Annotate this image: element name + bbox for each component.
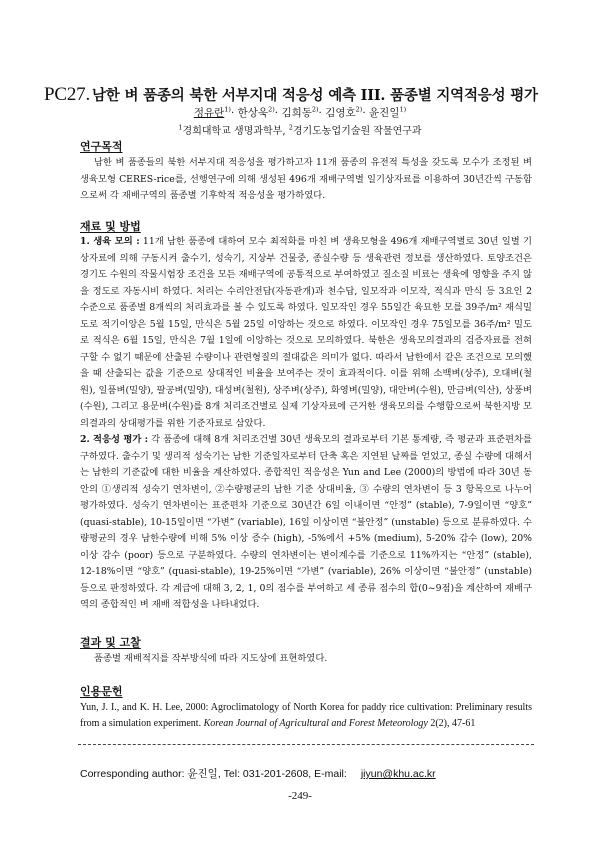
email-link[interactable]: jiyun@khu.ac.kr	[360, 768, 436, 780]
ref-text: Yun, J. I., and K. H. Lee, 2000: Agroclimatology of North Korea for paddy rice cultivation: Preliminary results from a simulation experiment.	[80, 702, 532, 729]
abstract-code: PC27.	[44, 84, 90, 105]
ref-volume: 2(2), 47-61	[427, 718, 476, 729]
author: 정유란	[193, 107, 225, 119]
purpose-paragraph	[80, 155, 532, 205]
author-sep: ·	[230, 107, 235, 119]
methods-paragraph-2	[80, 432, 532, 614]
affiliation	[0, 122, 600, 137]
author-sup: 1)	[224, 105, 231, 114]
author-sep: ·	[274, 107, 279, 119]
section-heading-references: 인용문헌	[80, 685, 123, 698]
author-sep: ·	[362, 107, 366, 119]
author-sep: ·	[318, 107, 322, 119]
title-text: 남한 벼 품종의 북한 서부지대 적응성 예측 III. 품종별 지역적응성 평가	[92, 87, 538, 104]
page-number: -249-	[288, 790, 312, 802]
corresponding-author	[80, 766, 436, 781]
paper-title	[44, 84, 584, 106]
method1-text: 11개 남한 품종에 대하여 모수 최적화를 마친 벼 생육모형을 496개 재배구역별로 30년 일별 기상자료에 의해 구동시켜 출수기, 성숙기, 지상부 건물중, 종실수량 등 생육관련 정보를 생산하였다. 토양조건은 경기도 수원의 작물시험장 조건을 모든 재배구역에 공통적으로 부여하였고 질소질 비료는 생육에 영향을 주지 않을 정도로 자동시비 하였다. 처리는 수리안전답(자동관개)과 천수답, 일모작과 이모작, 적식과 만식 등 3요인 2수준으로 품종별 8개씩의 처리효과를 볼 수 있도록 하였다. 일모작인 경우 55일간 육묘한 모를 39주/m² 재식밀도로 적기이앙은 5월 15일, 만식은 5월 25일 이앙하는 것으로 하였다. 이모작인 경우 75일모를 36주/m² 밀도로 적식은 6월 15일, 만식은 7월 1일에 이앙하는 것으로 모의하였다. 북한은 생육모의결과의 검증자료를 전혀 구할 수 없기 때문에 산출된 수량이나 관련형질의 절대값은 의미가 없다. 따라서 남한에서 같은 조건으로 모의했을 때 산출되는 값을 기준으로 상대적인 비율을 보여주는 것이 효과적이다. 이를 위해 소백벼(상주), 오대벼(철원), 일품벼(밀양), 팔공벼(밀양), 대성벼(철원), 상주벼(상주), 화영벼(밀양), 대안벼(수원), 만금벼(익산), 상풍벼(수원), 그리고 용문벼(수원)를 8개 처리조건별로 실제 기상자료에 근거한 생육모의를 수행함으로써 북한지방 모의결과의 상대평가를 위한 기준자료로 삼았다.	[80, 236, 532, 429]
footer-divider	[78, 744, 534, 745]
author: 한상욱	[237, 107, 269, 119]
author-sup: 2)	[268, 105, 275, 114]
author-sup: 1)	[399, 105, 407, 114]
affil-2: 경기도농업기술원 작물연구과	[292, 126, 422, 137]
author-list	[0, 105, 600, 120]
section-heading-methods: 재료 및 방법	[80, 220, 141, 233]
corresponding-text: Corresponding author: 윤진일, Tel: 031-201-2608, E-mail:	[80, 768, 347, 780]
section-heading-purpose: 연구목적	[80, 140, 123, 153]
author: 김희동	[281, 107, 312, 119]
author: 김영호	[325, 107, 356, 119]
purpose-text: 남한 벼 품종들의 북한 서부지대 적응성을 평가하고자 11개 품종의 유전적 특성을 갖도록 모수가 조정된 벼 생육모형 CERES-rice를, 선행연구에 의해 생성된 496개 재배구역별 일기상자료를 이용하여 30년간씩 구동함으로써 각 재배구역의 품종별 기후학적 적응성을 평가하였다.	[80, 157, 532, 201]
reference-entry	[80, 700, 532, 732]
method2-label: 2. 적응성 평가 :	[80, 434, 149, 445]
results-text: 품종별 재배적지를 작부방식에 따라 지도상에 표현하였다.	[94, 653, 328, 664]
section-heading-results: 결과 및 고찰	[80, 636, 141, 649]
method2-text: 각 품종에 대해 8개 처리조건별 30년 생육모의 결과로부터 기본 통계량, 즉 평균과 표준편차를 구하였다. 출수기 및 생리적 성숙기는 남한 기준일자로부터 단축 혹은 지연된 날짜를 얻었고, 종실 수량에 대해서는 남한의 기준값에 대한 비율을 계산하였다. 종합적인 적응성은 Yun and Lee (2000)의 방법에 따라 30년 동안의 ①생리적 성숙기 연차변이, ②수량평균의 남한 기준 상대비율, ③ 수량의 연차변이 등 3 항목으로 나누어 평가하였다. 성숙기 연차변이는 표준편차 기준으로 30년간 6일 이내이면 “안정” (stable), 7-9일이면 “양호” (quasi-stable), 10-15일이면 “가변” (variable), 16일 이상이면 “불안정” (unstable) 등으로 분류하였다. 수량평균의 경우 남한수량에 비해 5% 이상 증수 (high), -5%에서 +5% (medium), 5-20% 감수 (low), 20% 이상 감수 (poor) 등으로 구분하였다. 수량의 연차변이는 변이계수를 기준으로 11%까지는 “안정” (stable), 12-18%이면 “양호” (quasi-stable), 19-25%이면 “가변” (variable), 26% 이상이면 “불안정” (unstable) 등으로 판정하였다. 각 계급에 대해 3, 2, 1, 0의 점수를 부여하고 세 종류 점수의 합(0~9점)을 계산하여 재배구역의 종합적인 벼 재배 적합성을 나타내었다.	[80, 434, 532, 610]
results-paragraph	[80, 651, 532, 668]
author: 윤진일	[369, 107, 400, 119]
affil-1: 경희대학교 생명과학부,	[182, 126, 289, 137]
method1-label: 1. 생육 모의 :	[80, 236, 140, 247]
author-sup: 2)	[311, 105, 319, 114]
author-sup: 2)	[355, 105, 363, 114]
affil-sup: 1	[178, 123, 183, 132]
methods-paragraph-1	[80, 234, 532, 432]
affil-sup: 2	[288, 123, 293, 132]
ref-journal: Korean Journal of Agricultural and Forest Meteorology	[203, 718, 428, 729]
